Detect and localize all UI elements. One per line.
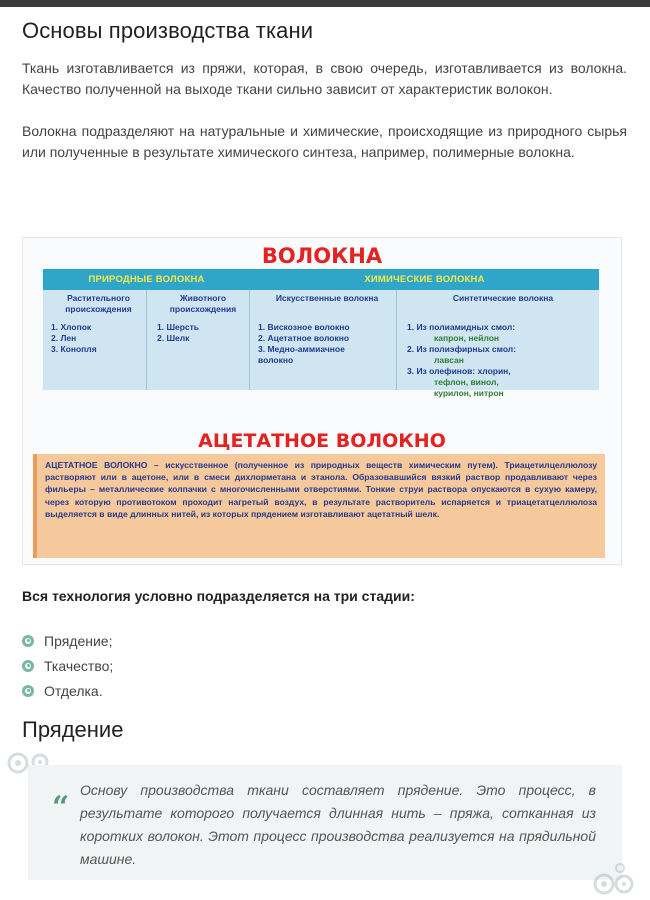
column-header: Синтетические волокна [452, 293, 554, 303]
list-item: 3. Из олефинов: хлорин, [407, 366, 511, 376]
list-item: 3. Конопля [51, 344, 97, 354]
spinning-quote [28, 765, 622, 880]
bullet-icon [22, 635, 34, 647]
quote-icon: “ [52, 790, 70, 825]
top-bar [0, 0, 650, 7]
fibers-table [43, 269, 599, 398]
spinning-title: Прядение [22, 717, 124, 742]
chemical-fibers-header: ХИМИЧЕСКИЕ ВОЛОКНА [250, 269, 599, 290]
list-item [22, 653, 113, 678]
list-item: 1. Хлопок [51, 322, 92, 332]
intro-paragraph: Ткань изготавливается из пряжи, которая, в свою очередь, изготавливается из волокна. Качество полученной на выходе ткани сильно зависит от характеристик волокон. [22, 60, 627, 97]
synthetic-fibers-column [397, 290, 599, 398]
column-header: Животного происхождения [169, 293, 237, 314]
artificial-fibers-column [250, 290, 397, 390]
decor-gears-icon [592, 862, 640, 898]
stages-list [22, 628, 113, 703]
list-item: 1. Из полиамидных смол: [407, 322, 516, 332]
page-title: Основы производства ткани [22, 18, 314, 43]
fibers-paragraph: Волокна подразделяют на натуральные и химические, происходящие из природного сырья или полученные в результате химического синтеза, например, полимерные волокна. [22, 123, 627, 160]
stage-label: Отделка. [44, 682, 103, 699]
acetate-description: АЦЕТАТНОЕ ВОЛОКНО – искусственное (полученное из природных веществ химическим путем). Триацетилцеллюлозу растворяют или в ацетоне, или в смеси дихлорметана и этанола. Образовавшийся вязкий раствор продавливают через фильеры – металлические колпачки с многочисленными отверстиями. Тонкие струи раствора опускаются в сухую камеру, через которую противотоком проходит нагретый воздух, в результате растворитель испаряется и триацетатцеллюлоза выделяется в виде длинных нитей, из которых прядением изготавливают ацетатный шелк. [33, 454, 605, 558]
plant-origin-column [43, 290, 147, 390]
list-item: 2. Лен [51, 333, 77, 343]
list-item: волокно [258, 355, 294, 365]
bullet-icon [22, 685, 34, 697]
list-item [22, 678, 113, 703]
list-item: капрон, нейлон [434, 333, 500, 343]
list-item: 2. Из полиэфирных смол: [407, 344, 517, 354]
stage-label: Ткачество; [44, 657, 114, 674]
list-item: курилон, нитрон [434, 388, 504, 398]
list-item: 3. Медно-аммиачное [258, 344, 345, 354]
column-header: Искусственные волокна [275, 293, 379, 303]
list-item: 2. Ацетатное волокно [258, 333, 350, 343]
list-item: лавсан [434, 355, 464, 365]
fibers-infographic [22, 237, 622, 565]
quote-text: Основу производства ткани составляет прядение. Это процесс, в результате которого получается длинная нить – пряжа, сотканная из коротких волокон. Этот процесс производства реализуется на прядильной машине. [80, 782, 596, 867]
article-content [22, 18, 627, 163]
animal-origin-column [147, 290, 250, 390]
list-item: тефлон, винол, [434, 377, 499, 387]
list-item: 2. Шелк [157, 333, 190, 343]
list-item: 1. Шерсть [157, 322, 200, 332]
acetate-title: АЦЕТАТНОЕ ВОЛОКНО [198, 430, 446, 452]
list-item [22, 628, 113, 653]
column-header: Растительного происхождения [65, 293, 132, 314]
bullet-icon [22, 660, 34, 672]
stages-heading: Вся технология условно подразделяется на три стадии: [22, 588, 415, 604]
list-item: 1. Вискозное волокно [258, 322, 350, 332]
stage-label: Прядение; [44, 632, 113, 649]
natural-fibers-header: ПРИРОДНЫЕ ВОЛОКНА [43, 269, 250, 290]
infographic-title: ВОЛОКНА [261, 244, 383, 268]
